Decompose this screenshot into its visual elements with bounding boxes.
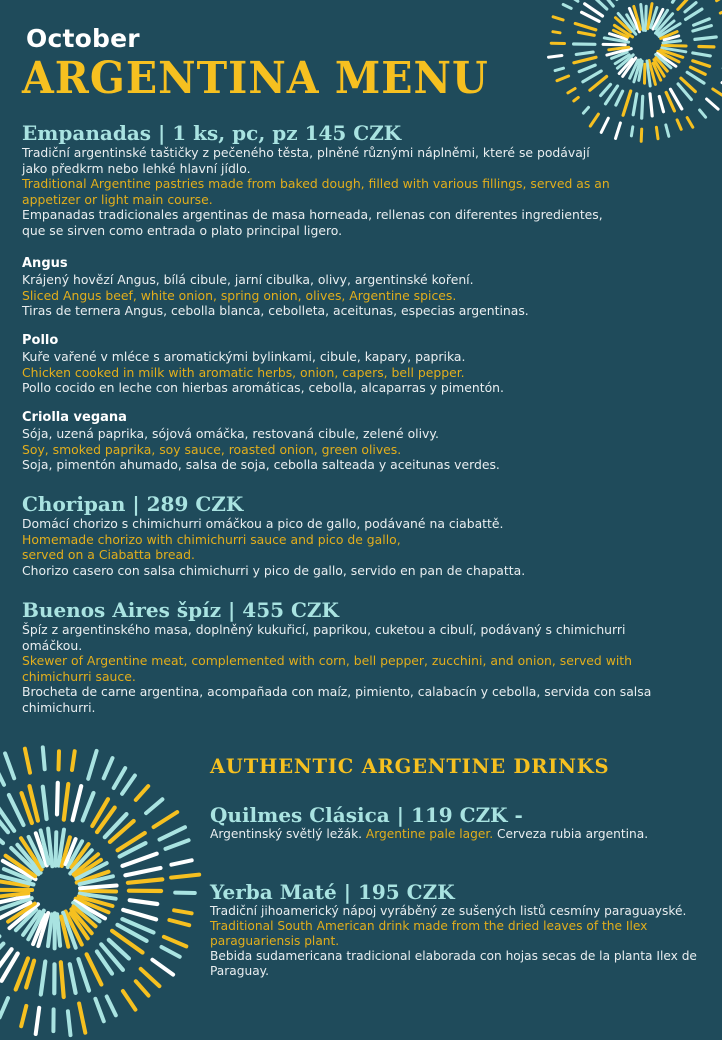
filling-criolla-vegana bbox=[22, 410, 702, 473]
firework-ray bbox=[56, 832, 57, 865]
firework-ray bbox=[663, 41, 680, 43]
firework-ray bbox=[123, 854, 157, 866]
spiz-heading: Buenos Aires špíz | 455 CZK bbox=[22, 598, 702, 622]
firework-ray bbox=[553, 17, 563, 20]
firework-ray bbox=[700, 110, 706, 117]
firework-ray bbox=[130, 900, 158, 904]
firework-ray bbox=[107, 997, 116, 1016]
firework-ray bbox=[95, 999, 103, 1022]
firework-ray bbox=[574, 57, 596, 63]
firework-ray bbox=[549, 56, 562, 58]
firework-ray bbox=[166, 840, 189, 849]
firework-ray bbox=[141, 969, 160, 986]
filling-desc-es: Pollo cocido en leche con hierbas aromáticas, cebolla, alcaparras y pimentón. bbox=[22, 380, 702, 396]
firework-ray bbox=[25, 749, 30, 773]
firework-ray bbox=[553, 32, 560, 33]
firework-ray bbox=[43, 747, 45, 769]
firework-ray bbox=[110, 821, 134, 842]
firework-burst-bottom-left bbox=[0, 740, 205, 1040]
firework-ray bbox=[88, 751, 96, 779]
firework-ray bbox=[146, 799, 162, 813]
firework-ray bbox=[563, 5, 571, 9]
firework-ray bbox=[601, 84, 611, 95]
quilmes-heading: Quilmes Clásica | 119 CZK - bbox=[210, 803, 700, 827]
firework-ray bbox=[707, 99, 719, 109]
firework-ray bbox=[125, 868, 160, 875]
yerba-heading: Yerba Maté | 195 CZK bbox=[210, 880, 700, 904]
filling-desc-en: Sliced Angus beef, white onion, spring onion, olives, Argentine spices. bbox=[22, 288, 702, 304]
firework-ray bbox=[174, 910, 192, 913]
section-empanadas bbox=[22, 121, 702, 238]
firework-ray bbox=[0, 998, 8, 1017]
quilmes-desc-en: Argentine pale lager. bbox=[366, 827, 493, 841]
firework-ray bbox=[557, 76, 569, 81]
firework-ray bbox=[623, 91, 631, 115]
empanadas-desc-cz: Tradiční argentinské taštičky z pečeného těsta, plněné různými náplněmi, které se podávají jako předkrm nebo lehké hlavní jídlo. bbox=[22, 145, 602, 176]
quilmes-desc-es: Cerveza rubia argentina. bbox=[493, 827, 648, 841]
firework-ray bbox=[717, 0, 722, 1]
spiz-desc-en: Skewer of Argentine meat, complemented with corn, bell pepper, zucchini, and onion, served with chimichurri sauce. bbox=[22, 653, 692, 684]
firework-ray bbox=[616, 91, 623, 105]
quilmes-desc bbox=[210, 827, 700, 842]
firework-ray bbox=[70, 964, 76, 993]
firework-ray bbox=[80, 886, 117, 889]
firework-ray bbox=[646, 6, 647, 30]
firework-ray bbox=[594, 0, 607, 9]
filling-desc-es: Tiras de ternera Angus, cebolla blanca, cebolleta, aceitunas, especias argentinas. bbox=[22, 303, 702, 319]
section-spiz bbox=[22, 598, 702, 715]
yerba-desc-cz: Tradiční jihoamerický nápoj vyráběný ze sušených listů cesmíny paraguayské. bbox=[210, 904, 686, 918]
firework-ray bbox=[72, 751, 75, 770]
firework-ray bbox=[21, 1006, 26, 1026]
filling-name: Criolla vegana bbox=[22, 410, 702, 426]
firework-ray bbox=[583, 71, 601, 82]
firework-ray bbox=[171, 860, 191, 864]
filling-desc-es: Soja, pimentón ahumado, salsa de soja, cebolla salteada y aceitunas verdes. bbox=[22, 457, 702, 473]
choripan-desc-es: Chorizo casero con salsa chimichurri y pico de gallo, servido en pan de chapatta. bbox=[22, 563, 702, 579]
firework-ray bbox=[579, 32, 595, 35]
filling-desc-cz: Kuře vařené v mléce s aromatickými bylinkami, cibule, kapary, paprika. bbox=[22, 349, 702, 365]
firework-ray bbox=[694, 19, 710, 25]
choripan-desc-en-line1: Homemade chorizo with chimichurri sauce and pico de gallo, bbox=[22, 532, 702, 548]
firework-ray bbox=[662, 45, 686, 46]
firework-ray bbox=[579, 65, 595, 72]
firework-ray bbox=[5, 753, 14, 778]
filling-pollo bbox=[22, 333, 702, 396]
firework-ray bbox=[164, 937, 186, 947]
firework-ray bbox=[36, 1008, 40, 1034]
filling-angus bbox=[22, 256, 702, 319]
firework-ray bbox=[59, 751, 60, 769]
firework-ray bbox=[48, 914, 52, 946]
firework-ray bbox=[575, 24, 596, 30]
firework-ray bbox=[114, 768, 126, 788]
firework-ray bbox=[568, 0, 578, 1]
firework-ray bbox=[123, 991, 136, 1010]
choripan-desc-cz: Domácí chorizo s chimichurri omáčkou a pico de gallo, podávané na ciabattě. bbox=[22, 516, 702, 532]
yerba-desc-en: Traditional South American drink made from the dried leaves of the Ilex paraguariensis plant. bbox=[210, 919, 647, 948]
firework-ray bbox=[9, 795, 24, 825]
firework-ray bbox=[650, 94, 652, 116]
firework-ray bbox=[0, 765, 4, 785]
section-choripan bbox=[22, 492, 702, 578]
firework-ray bbox=[136, 786, 148, 800]
empanadas-desc-en: Traditional Argentine pastries made from baked dough, filled with various fillings, served as an appetizer or light main course. bbox=[22, 176, 672, 207]
firework-ray bbox=[691, 67, 706, 74]
firework-ray bbox=[79, 1004, 85, 1033]
filling-desc-cz: Krájený hovězí Angus, bílá cibule, jarní cibulka, olivy, argentinské koření. bbox=[22, 272, 702, 288]
firework-ray bbox=[160, 827, 186, 839]
firework-ray bbox=[642, 96, 643, 118]
yerba-desc bbox=[210, 904, 700, 949]
firework-ray bbox=[73, 786, 82, 820]
menu-month: October bbox=[26, 24, 140, 53]
firework-ray bbox=[43, 787, 47, 819]
firework-ray bbox=[576, 52, 593, 54]
firework-ray bbox=[641, 5, 644, 31]
firework-ray bbox=[104, 758, 113, 778]
empanadas-desc-es: Empanadas tradicionales argentinas de masa horneada, rellenas con diferentes ingredientes, que se sirven como entrada o plato principal ligero. bbox=[22, 207, 622, 238]
firework-ray bbox=[713, 89, 722, 98]
firework-ray bbox=[673, 0, 684, 2]
firework-ray bbox=[61, 962, 64, 997]
yerba-desc-es: Bebida sudamericana tradicional elaborada con hojas secas de la planta Ilex de Paraguay. bbox=[210, 949, 700, 979]
firework-ray bbox=[87, 954, 102, 984]
menu-title: ARGENTINA MENU bbox=[22, 52, 489, 104]
filling-name: Angus bbox=[22, 256, 702, 272]
firework-ray bbox=[659, 97, 663, 112]
firework-ray bbox=[574, 97, 579, 101]
firework-ray bbox=[57, 914, 60, 945]
firework-ray bbox=[693, 61, 710, 67]
filling-desc-en: Soy, smoked paprika, soy sauce, roasted onion, green olives. bbox=[22, 442, 702, 458]
quilmes-desc-cz: Argentinský světlý ležák. bbox=[210, 827, 366, 841]
firework-ray bbox=[123, 910, 156, 920]
firework-ray bbox=[685, 3, 696, 12]
firework-ray bbox=[152, 960, 173, 975]
firework-ray bbox=[68, 1011, 71, 1035]
firework-ray bbox=[78, 959, 89, 991]
spiz-desc-es: Brocheta de carne argentina, acompañada con maíz, pimiento, calabacín y cebolla, servida con salsa chimichurri. bbox=[22, 684, 682, 715]
firework-ray bbox=[128, 879, 162, 882]
choripan-desc-en-line2: served on a Ciabatta bread. bbox=[22, 547, 702, 563]
drink-quilmes bbox=[210, 803, 700, 842]
firework-ray bbox=[555, 68, 563, 70]
firework-ray bbox=[162, 947, 180, 957]
firework-ray bbox=[590, 77, 607, 91]
firework-ray bbox=[169, 920, 189, 925]
filling-name: Pollo bbox=[22, 333, 702, 349]
firework-ray bbox=[80, 891, 116, 892]
firework-ray bbox=[693, 26, 711, 31]
firework-ray bbox=[154, 812, 178, 827]
firework-ray bbox=[41, 962, 46, 995]
choripan-heading: Choripan | 289 CZK bbox=[22, 492, 702, 516]
firework-ray bbox=[695, 37, 716, 39]
firework-ray bbox=[568, 89, 575, 93]
firework-ray bbox=[136, 981, 149, 995]
drink-yerba-mate bbox=[210, 880, 700, 979]
firework-ray bbox=[122, 776, 135, 794]
firework-ray bbox=[64, 784, 69, 820]
spiz-desc-cz: Špíz z argentinského masa, doplněný kukuřicí, paprikou, cuketou a cibulí, podávaný s chimichurri omáčkou. bbox=[22, 622, 682, 653]
drinks-title: AUTHENTIC ARGENTINE DRINKS bbox=[210, 755, 609, 778]
firework-ray bbox=[57, 783, 58, 815]
empanadas-heading: Empanadas | 1 ks, pc, pz 145 CZK bbox=[22, 121, 702, 145]
firework-ray bbox=[693, 53, 711, 56]
firework-ray bbox=[83, 793, 94, 820]
firework-ray bbox=[171, 875, 199, 878]
filling-desc-cz: Sója, uzená paprika, sójová omáčka, restovaná cibule, zelené olivy. bbox=[22, 426, 702, 442]
firework-ray bbox=[583, 107, 588, 113]
filling-desc-en: Chicken cooked in milk with aromatic herbs, onion, capers, bell pepper. bbox=[22, 365, 702, 381]
firework-ray bbox=[633, 94, 637, 115]
